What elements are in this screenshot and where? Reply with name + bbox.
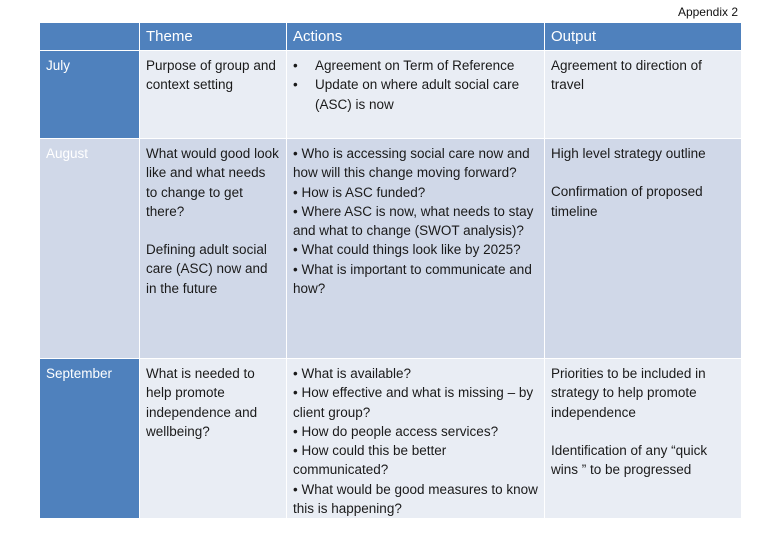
theme-cell xyxy=(140,359,287,519)
action-line: • What would be good measures to know this is happening? xyxy=(293,481,538,517)
actions-cell xyxy=(287,139,545,359)
output-cell xyxy=(545,51,742,139)
action-line: • How effective and what is missing – by client group? xyxy=(293,385,534,420)
actions-list xyxy=(293,56,538,114)
output-text: High level strategy outline xyxy=(551,146,706,161)
action-line: • What could things look like by 2025? xyxy=(293,242,521,258)
theme-cell xyxy=(140,139,287,359)
theme-cell xyxy=(140,51,287,139)
theme-text: Defining adult social care (ASC) now and in the future xyxy=(146,242,268,296)
theme-text: What would good look like and what needs to change to get there? xyxy=(146,146,279,219)
month-cell: July xyxy=(40,51,140,139)
theme-text: Purpose of group and context setting xyxy=(146,58,276,93)
action-line: • What is available? xyxy=(293,366,412,381)
action-line: • What is important to communicate and how? xyxy=(293,261,532,297)
appendix-label: Appendix 2 xyxy=(677,5,738,19)
output-text: Priorities to be included in strategy to help promote independence xyxy=(551,366,706,420)
header-actions: Actions xyxy=(287,23,545,51)
output-text: Identification of any “quick wins ” to be progressed xyxy=(551,442,708,478)
month-cell: August xyxy=(40,139,140,359)
header-output: Output xyxy=(545,23,742,51)
header-theme: Theme xyxy=(140,23,287,51)
table-row-july xyxy=(40,51,742,139)
output-text: Agreement to direction of travel xyxy=(551,58,702,93)
action-line: • How could this be better communicated? xyxy=(293,443,447,478)
theme-text: What is needed to help promote independence and wellbeing? xyxy=(146,366,258,439)
header-row xyxy=(40,23,742,51)
month-cell: September xyxy=(40,359,140,519)
action-item: • Agreement on Term of Reference xyxy=(293,56,538,75)
header-month xyxy=(40,23,140,51)
action-line: • How is ASC funded? xyxy=(293,184,426,200)
actions-cell xyxy=(287,51,545,139)
table-row-september xyxy=(40,359,742,519)
action-item: • Update on where adult social care (ASC) is now xyxy=(293,75,538,114)
output-cell xyxy=(545,359,742,519)
output-text: Confirmation of proposed timeline xyxy=(551,184,703,219)
actions-cell xyxy=(287,359,545,519)
table-row-august xyxy=(40,139,742,359)
workplan-table xyxy=(39,22,742,519)
action-line: • Where ASC is now, what needs to stay and what to change (SWOT analysis)? xyxy=(293,203,534,239)
output-cell xyxy=(545,139,742,359)
action-line: • Who is accessing social care now and how will this change moving forward? xyxy=(293,146,530,181)
action-line: • How do people access services? xyxy=(293,423,499,439)
